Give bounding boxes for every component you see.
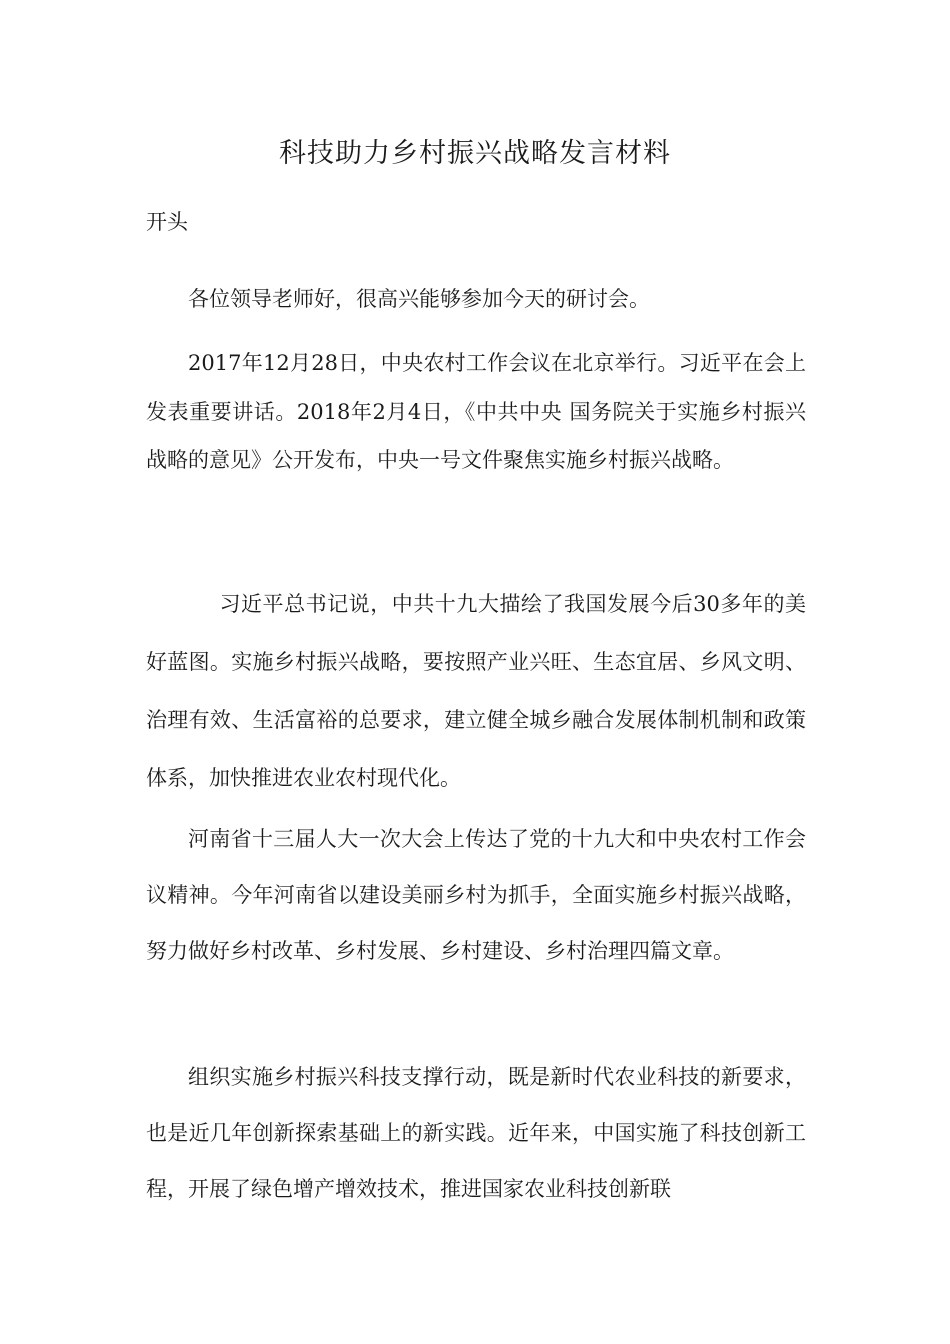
paragraph-background: 2017年12月28日，中央农村工作会议在北京举行。习近平在会上发表重要讲话。2018年2月4日，《中共中央 国务院关于实施乡村振兴战略的意见》公开发布，中央一号文件聚焦实施乡村振兴战略。 [146, 351, 806, 472]
paragraph-tech-support: 组织实施乡村振兴科技支撑行动，既是新时代农业科技的新要求，也是近几年创新探索基础上的新实践。近年来，中国实施了科技创新工程，开展了绿色增产增效技术，推进国家农业科技创新联 [146, 1065, 806, 1201]
section-heading: 开头 [146, 210, 188, 234]
document-title: 科技助力乡村振兴战略发言材料 [279, 138, 671, 169]
paragraph-greeting: 各位领导老师好，很高兴能够参加今天的研讨会。 [188, 287, 650, 311]
paragraph-henan: 河南省十三届人大一次大会上传达了党的十九大和中央农村工作会议精神。今年河南省以建设美丽乡村为抓手，全面实施乡村振兴战略，努力做好乡村改革、乡村发展、乡村建设、乡村治理四篇文章。 [146, 827, 806, 963]
paragraph-xi-quote: 习近平总书记说，中共十九大描绘了我国发展今后30多年的美好蓝图。实施乡村振兴战略，要按照产业兴旺、生态宜居、乡风文明、治理有效、生活富裕的总要求，建立健全城乡融合发展体制机制和政策体系，加快推进农业农村现代化。 [146, 592, 806, 790]
